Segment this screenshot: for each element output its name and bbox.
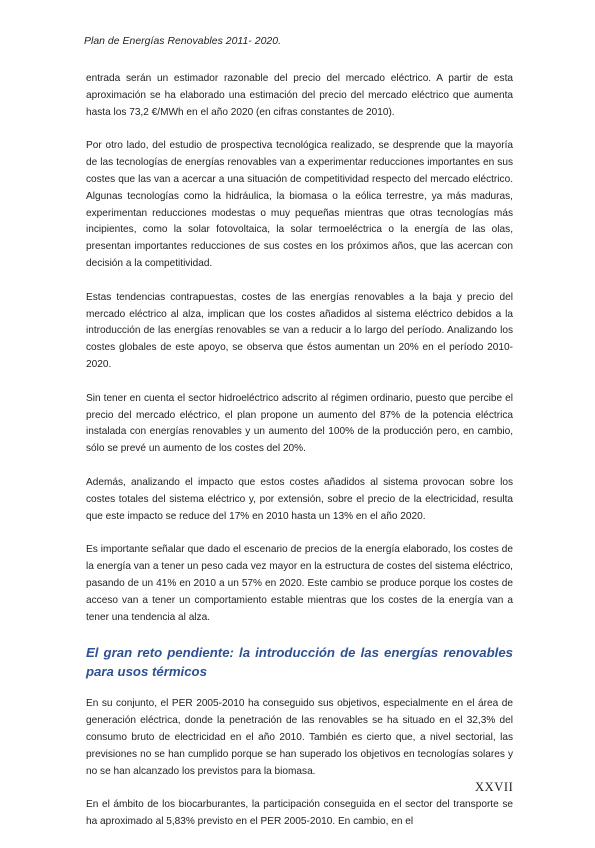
paragraph-market-price-estimate: entrada serán un estimador razonable del precio del mercado eléctrico. A partir de esta aproximación se ha elaborado una estimación del precio del mercado eléctrico que aumenta hasta los 73,2 €/MWh en el año 2020 (en cifras constantes de 2010). — [86, 73, 513, 118]
document-body — [86, 71, 513, 848]
paragraph-hydroelectric-exclusion: Sin tener en cuenta el sector hidroeléctrico adscrito al régimen ordinario, puesto que percibe el precio del mercado eléctrico, el plan propone un aumento del 87% de la potencia eléctrica instalada con energías renovables y un aumento del 100% de la producción pero, en cambio, sólo se prevé un aumento de los costes del 20%. — [86, 392, 513, 455]
running-header: Plan de Energías Renovables 2011- 2020. — [84, 36, 282, 47]
paragraph-impact-on-electricity-price: Además, analizando el impacto que estos costes añadidos al sistema provocan sobre los costes totales del sistema eléctrico y, por extensión, sobre el precio de la electricidad, resulta que este impacto se reduce del 17% en 2010 hasta un 13% en el año 2020. — [86, 476, 513, 522]
paragraph-opposing-trends: Estas tendencias contrapuestas, costes de las energías renovables a la baja y precio del mercado eléctrico al alza, implican que los costes añadidos al sistema eléctrico debidos a la introducción de las energías renovables se van a reducir a lo largo del período. Analizando los costes globales de este apoyo, se observa que éstos aumentan un 20% en el período 2010-2020. — [86, 291, 513, 370]
paragraph-per-2005-2010-results: En su conjunto, el PER 2005-2010 ha conseguido sus objetivos, especialmente en el área de generación eléctrica, donde la penetración de las renovables se ha situado en el 32,3% del consumo bruto de electricidad en el año 2010. También es cierto que, a nivel sectorial, las previsiones no se han cumplido porque se han superado los objetivos en tecnologías solares y no se han alcanzado los previstos para la biomasa. — [86, 698, 513, 777]
section-title: El gran reto pendiente: la introducción de las energías renovables para usos térmicos — [86, 645, 513, 680]
paragraph-biofuels: En el ámbito de los biocarburantes, la participación conseguida en el sector del transporte se ha aproximado al 5,83% previsto en el PER 2005-2010. En cambio, en el — [86, 799, 513, 828]
paragraph-energy-cost-structure: Es importante señalar que dado el escenario de precios de la energía elaborado, los costes de la energía van a tener un peso cada vez mayor en la estructura de costes del sistema eléctrico, pasando de un 41% en 2010 a un 57% en 2020. Este cambio se produce porque los costes de acceso van a tener un comportamiento estable mientras que los costes de la energía van a tener una tendencia al alza. — [86, 544, 513, 623]
page-number: XXVII — [475, 780, 514, 794]
paragraph-technology-cost-reductions: Por otro lado, del estudio de prospectiva tecnológica realizado, se desprende que la mayoría de las tecnologías de energías renovables van a experimentar reducciones importantes en sus costes que las van a acercar a una situación de competitividad respecto del mercado eléctrico. Algunas tecnologías como la hidráulica, la biomasa o la eólica terrestre, ya más maduras, experimentan reducciones modestas o muy pequeñas mientras que otras tecnologías más incipientes, como la solar fotovoltaica, la solar termoeléctrica o la energía de las olas, presentan importantes reducciones de sus costes en los próximos años, que las acercan con decisión a la competitividad. — [86, 140, 513, 269]
